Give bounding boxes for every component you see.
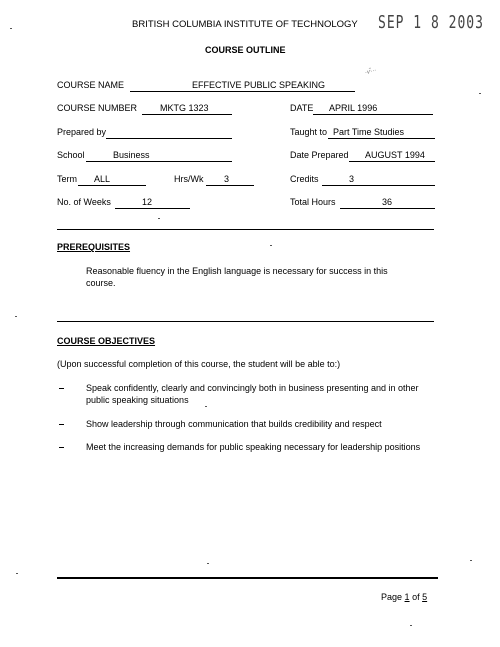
scan-speck <box>479 93 481 94</box>
total-hours-value: 36 <box>382 197 393 207</box>
school-value: Business <box>113 150 150 160</box>
list-bullet <box>59 388 64 389</box>
objectives-intro: (Upon successful completion of this course, the student will be able to:) <box>57 359 341 369</box>
hrs-wk-value: 3 <box>224 174 230 184</box>
taught-to-label: Taught to <box>290 127 328 137</box>
objective-item: Speak confidently, clearly and convincingly both in business presenting and in other public speaking situations <box>86 383 419 405</box>
course-name-value: EFFECTIVE PUBLIC SPEAKING <box>192 80 326 90</box>
handwritten-note: ·ѵ·̃·· <box>364 67 378 77</box>
page-label: Page <box>381 592 403 602</box>
received-date-stamp: SEP 1 8 2003 <box>378 13 484 34</box>
credits-value: 3 <box>349 174 355 184</box>
course-number-field <box>142 103 232 115</box>
scan-speck <box>470 560 472 561</box>
course-name-label: COURSE NAME <box>57 80 125 90</box>
date-prepared-field <box>349 150 435 162</box>
hrs-wk-label: Hrs/Wk <box>174 174 204 184</box>
footer-divider <box>57 577 438 579</box>
section-divider <box>57 229 434 230</box>
date-prepared-value: AUGUST 1994 <box>365 150 425 160</box>
list-bullet <box>59 447 64 448</box>
page-indicator <box>381 592 427 602</box>
scan-speck <box>10 28 12 29</box>
term-field <box>78 174 146 186</box>
date-value: APRIL 1996 <box>329 103 378 113</box>
prerequisites-heading: PREREQUISITES <box>57 242 131 252</box>
term-value: ALL <box>94 174 111 184</box>
date-label: DATE <box>290 103 314 113</box>
weeks-label: No. of Weeks <box>57 197 111 207</box>
institution-name: BRITISH COLUMBIA INSTITUTE OF TECHNOLOGY <box>132 19 358 30</box>
list-bullet <box>59 424 64 425</box>
credits-label: Credits <box>290 174 319 184</box>
page-number: 1 <box>404 592 410 602</box>
school-label: School <box>57 150 85 160</box>
total-hours-field <box>340 197 435 209</box>
objectives-heading: COURSE OBJECTIVES <box>57 336 156 346</box>
scan-speck <box>205 406 207 407</box>
prepared-by-field <box>106 127 232 139</box>
taught-to-value: Part Time Studies <box>333 127 405 137</box>
course-name-field <box>130 80 355 92</box>
scan-speck <box>16 573 18 574</box>
scan-speck <box>15 316 17 317</box>
course-number-label: COURSE NUMBER <box>57 103 138 113</box>
scan-speck <box>158 218 160 219</box>
section-divider <box>57 321 434 322</box>
weeks-field <box>115 197 190 209</box>
prepared-by-label: Prepared by <box>57 127 107 137</box>
course-number-value: MKTG 1323 <box>160 103 209 113</box>
term-label: Term <box>57 174 77 184</box>
document-title: COURSE OUTLINE <box>205 45 286 55</box>
objective-item: Meet the increasing demands for public speaking necessary for leadership positions <box>86 442 421 452</box>
objective-item: Show leadership through communication that builds credibility and respect <box>86 419 382 429</box>
total-hours-label: Total Hours <box>290 197 336 207</box>
scan-speck <box>270 245 272 246</box>
credits-field <box>322 174 435 186</box>
scan-speck <box>207 563 209 564</box>
date-prepared-label: Date Prepared <box>290 150 349 160</box>
weeks-value: 12 <box>142 197 153 207</box>
school-field <box>86 150 232 162</box>
date-field <box>313 103 433 115</box>
of-label: of <box>412 592 420 602</box>
scan-speck <box>410 625 412 626</box>
taught-to-field <box>328 127 435 139</box>
page-total: 5 <box>422 592 428 602</box>
hrs-wk-field <box>206 174 254 186</box>
prerequisites-text: Reasonable fluency in the English language is necessary for success in this course. <box>86 266 388 288</box>
